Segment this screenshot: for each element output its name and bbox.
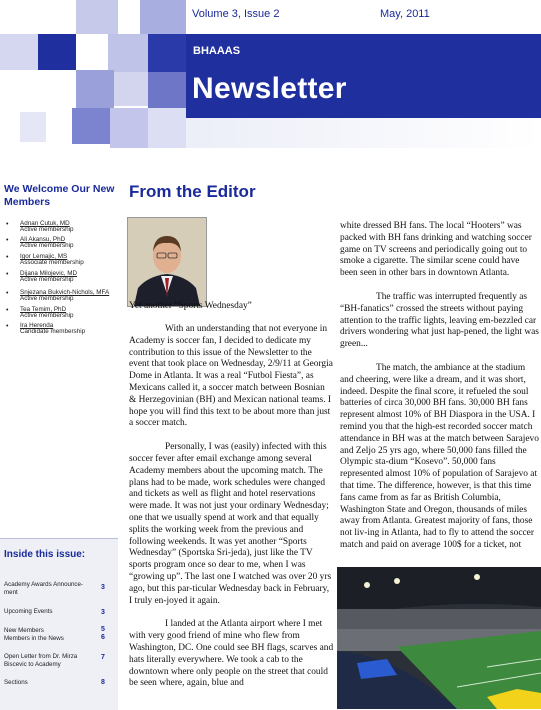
member-status: Active membership	[20, 276, 74, 283]
toc-item-title[interactable]: New Members	[4, 627, 44, 634]
paragraph: The traffic was interrupted frequently as “BH-fanatics” crossed the streets without paying attention to the traffic lights, leaving em-bezzled car drivers wondering what just hap-pened, the light was green...	[340, 291, 539, 350]
paragraph: Personally, I was (easily) infected with this soccer fever after email exchange among several Academy members about the upcoming match. The plans had to be made, work schedules were changed and tickets as well as flight and hotel reservations were made. It was not just your ordinary Wednesday; one that we usually spend at work and that equally splits the working week from the previous and following weekends. It was yet another “Sports Wednesday” (Sportska Sri-jeda), just like the TV sports program once so dear to me, when I was “growing up”. The last one I watched was over 20 yrs ago, but this par-ticular Wednesday back in February, I truly en-joyed it again.	[129, 442, 332, 606]
org-name: BHAAAS	[193, 45, 241, 57]
toc-item-page: 6	[101, 634, 105, 641]
inside-this-issue-box	[0, 538, 118, 710]
member-name: Igor Lemajic, MS	[20, 253, 68, 260]
member-name: Ali Akansu, PhD	[20, 236, 66, 243]
article-column-2	[340, 221, 539, 552]
member-status: Active membership	[20, 312, 74, 319]
stadium-photo	[337, 567, 541, 709]
paragraph: white dressed BH fans. The local “Hooters” was packed with BH fans drinking and watching soccer game on TV screens and periodically going out to smoke a cigarette. The similar scene could have been seen in other bars in downtown Atlanta.	[340, 221, 532, 279]
member-status: Associate membership	[20, 259, 84, 266]
toc-item-title[interactable]: Members in the News	[4, 635, 64, 642]
photo-caption: Yet another “Sports Wednesday”	[129, 301, 252, 311]
toc-item-page: 5	[101, 626, 105, 633]
toc-item-page: 7	[101, 654, 105, 661]
toc-item-title[interactable]: Open Letter from Dr. Mirza Biscevic to Academy	[4, 653, 78, 668]
member-name: Adnan Cutuk, MD	[20, 220, 70, 227]
member-name: Dijana Milojevic, MD	[20, 270, 78, 277]
toc-item-page: 8	[101, 679, 105, 686]
issue-date: May, 2011	[380, 8, 430, 20]
toc-item-page: 3	[101, 609, 105, 616]
member-status: Candidate membership	[20, 328, 86, 335]
toc-item-title[interactable]: Upcoming Events	[4, 608, 53, 615]
member-status: Active membership	[20, 242, 74, 249]
paragraph: I landed at the Atlanta airport where I met with very good friend of mine who flew from Washington, DC. One could see BH flags, scarves and hats literally everywhere. We took a cab to the downtown where only people on the street that could be seen where, again, blue and	[129, 619, 334, 689]
newsletter-title: Newsletter	[192, 72, 347, 105]
article-title: From the Editor	[129, 182, 256, 201]
member-name: Tea Temim, PhD	[20, 306, 67, 313]
toc-item-page: 3	[101, 584, 105, 591]
member-status: Active membership	[20, 295, 74, 302]
member-name: Snjezana Bukvich-Nichols, MFA	[20, 289, 110, 296]
inside-heading: Inside this issue:	[4, 549, 86, 560]
welcome-heading: We Welcome Our New Members	[4, 183, 115, 208]
paragraph: The match, the ambiance at the stadium and cheering, were like a dream, and it was short, indeed. Despite the final score, it refueled the soul batteries of circa 30,000 BH fans. 30,000 BH fans represent almost 10% of BH Diaspora in the USA. I remind you that the high-est recorded soccer match attendance in BH was at the match between Sarajevo and Zeljo 25 yrs ago, where 50,000 fans filled the Olympic sta-dium “Kosevo”. 50,000 fans represented almost 10% of population of Sarajevo at that time. The difference, however, is that this time fans came from as far as British Columbia, Washington State and Oregon, thousands of miles away from Atlanta. Greatest majority of fans, those not liv-ing in Atlanta, had to fly to attend the soccer match and paid on average 100$ for a ticket, not	[340, 362, 539, 550]
member-name: Ira Herenda	[20, 322, 54, 329]
paragraph: With an understanding that not everyone in Academy is soccer fan, I decided to dedicate my contribution to this issue of the Newsletter to the event that took place on Wednesday, 2/9/11 at Georgia Dome in Atlanta. It was a real “Futbol Fiesta”, as Mexicans called it, a soccer match between Bosnian & Herzegovinian (BH) and Mexican national teams. I hope you will find this text to be about more than just a soccer match.	[129, 324, 333, 429]
toc-item-title[interactable]: Academy Awards Announce-ment	[4, 581, 83, 596]
editor-photo	[127, 217, 207, 307]
member-status: Active membership	[20, 226, 74, 233]
article-column-1	[129, 324, 334, 690]
toc-item-title[interactable]: Sections	[4, 679, 28, 686]
issue-label: Volume 3, Issue 2	[192, 8, 280, 20]
